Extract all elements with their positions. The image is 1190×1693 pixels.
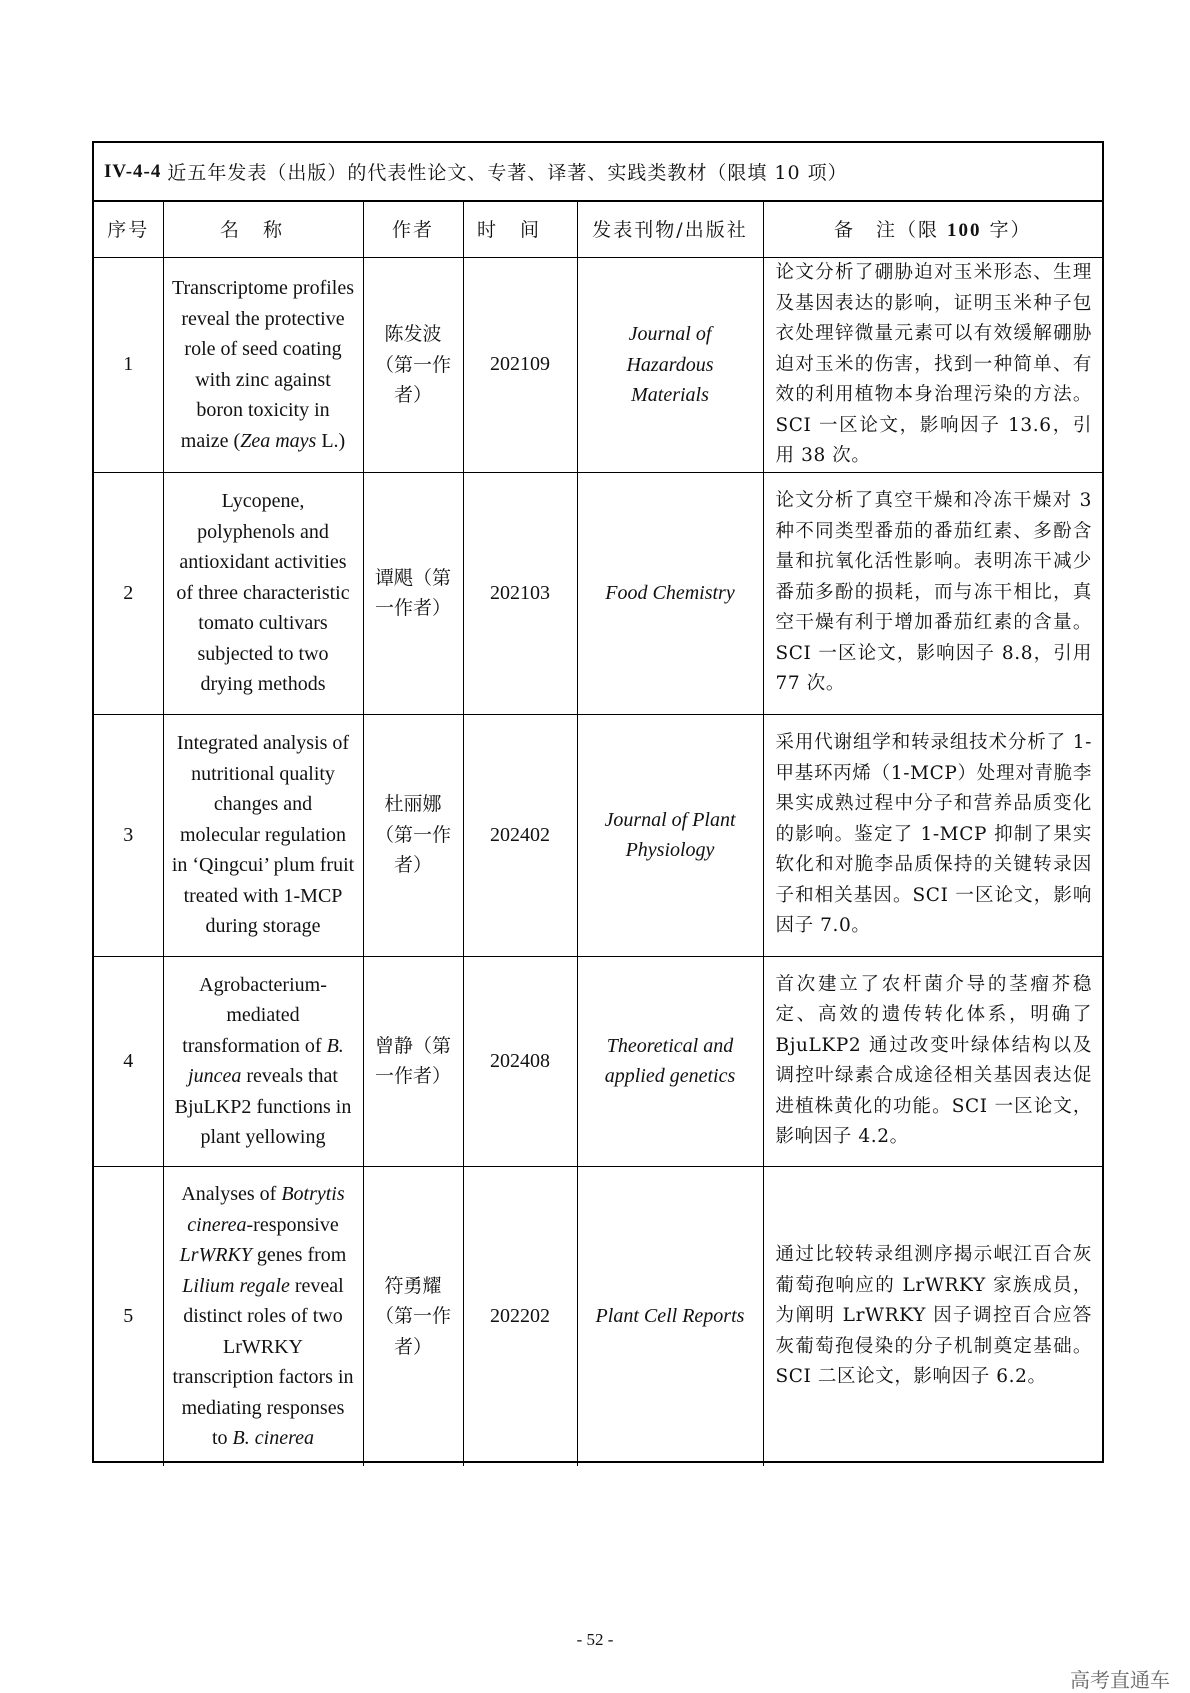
publication-table-frame [92,141,1104,1463]
header-journal: 发表刊物/出版社 [577,200,763,258]
header-author: 作者 [363,200,463,258]
journal-name: Food Chemistry [577,472,763,714]
paper-title: Lycopene, polyphenols and antioxidant activities of three characteristic tomato cultivars subjected to two drying methods [163,472,363,714]
publish-date: 202202 [463,1166,577,1466]
section-code: IV-4-4 [104,160,162,182]
journal-name: Theoretical and applied genetics [577,956,763,1166]
paper-title: Integrated analysis of nutritional quality changes and molecular regulation in ‘Qingcui’ plum fruit treated with 1-MCP during storage [163,714,363,956]
section-title-text: 近五年发表（出版）的代表性论文、专著、译著、实践类教材（限填 10 项） [167,162,848,184]
journal-name: Journal of Plant Physiology [577,714,763,956]
paper-author: 曾静（第一作者） [363,956,463,1166]
paper-author: 谭飓（第一作者） [363,472,463,714]
publications-table [94,200,1102,1466]
journal-name: Journal of Hazardous Materials [577,258,763,473]
paper-title: Analyses of Botrytis cinerea-responsive LrWRKY genes from Lilium regale reveal distinct roles of two LrWRKY transcription factors in mediating responses to B. cinerea [163,1166,363,1466]
publish-date: 202103 [463,472,577,714]
paper-note: 论文分析了真空干燥和冷冻干燥对 3 种不同类型番茄的番茄红素、多酚含量和抗氧化活性影响。表明冻干减少番茄多酚的损耗，而与冻干相比，真空干燥有利于增加番茄红素的含量。SCI 一区论文，影响因子 8.8，引用 77 次。 [763,472,1102,714]
publish-date: 202408 [463,956,577,1166]
page-number: - 52 - [576,1630,614,1649]
table-row [94,258,1102,473]
header-note: 备 注（限 100 字） [763,200,1102,258]
header-no: 序号 [94,200,163,258]
table-row [94,1166,1102,1466]
paper-author: 杜丽娜（第一作者） [363,714,463,956]
paper-note: 论文分析了硼胁迫对玉米形态、生理及基因表达的影响，证明玉米种子包衣处理锌微量元素可以有效缓解硼胁迫对玉米的伤害，找到一种简单、有效的利用植物本身治理污染的方法。SCI 一区论文，影响因子 13.6，引用 38 次。 [763,258,1102,473]
publish-date: 202402 [463,714,577,956]
table-row [94,714,1102,956]
publish-date: 202109 [463,258,577,473]
watermark-text: 高考直通车 [1070,1668,1170,1692]
paper-note: 首次建立了农杆菌介导的茎瘤芥稳定、高效的遗传转化体系，明确了 BjuLKP2 通过改变叶绿体结构以及调控叶绿素合成途径相关基因表达促进植株黄化的功能。SCI 一区论文，影响因子 4.2。 [763,956,1102,1166]
row-number: 3 [94,714,163,956]
paper-author: 陈发波（第一作者） [363,258,463,473]
row-number: 4 [94,956,163,1166]
paper-title: Transcriptome profiles reveal the protective role of seed coating with zinc against boron toxicity in maize (Zea mays L.) [163,258,363,473]
row-number: 5 [94,1166,163,1466]
paper-note: 采用代谢组学和转录组技术分析了 1-甲基环丙烯（1-MCP）处理对青脆李果实成熟过程中分子和营养品质变化的影响。鉴定了 1-MCP 抑制了果实软化和对脆李品质保持的关键转录因子和相关基因。SCI 一区论文，影响因子 7.0。 [763,714,1102,956]
table-row [94,472,1102,714]
paper-title: Agrobacterium-mediated transformation of B. juncea reveals that BjuLKP2 functions in plant yellowing [163,956,363,1166]
paper-author: 符勇耀（第一作者） [363,1166,463,1466]
section-title [94,143,1102,202]
journal-name: Plant Cell Reports [577,1166,763,1466]
header-name: 名称 [163,200,363,258]
table-row [94,956,1102,1166]
paper-note: 通过比较转录组测序揭示岷江百合灰葡萄孢响应的 LrWRKY 家族成员，为阐明 LrWRKY 因子调控百合应答灰葡萄孢侵染的分子机制奠定基础。SCI 二区论文，影响因子 6.2。 [763,1166,1102,1466]
table-header-row [94,200,1102,258]
row-number: 2 [94,472,163,714]
row-number: 1 [94,258,163,473]
header-time: 时间 [463,200,577,258]
